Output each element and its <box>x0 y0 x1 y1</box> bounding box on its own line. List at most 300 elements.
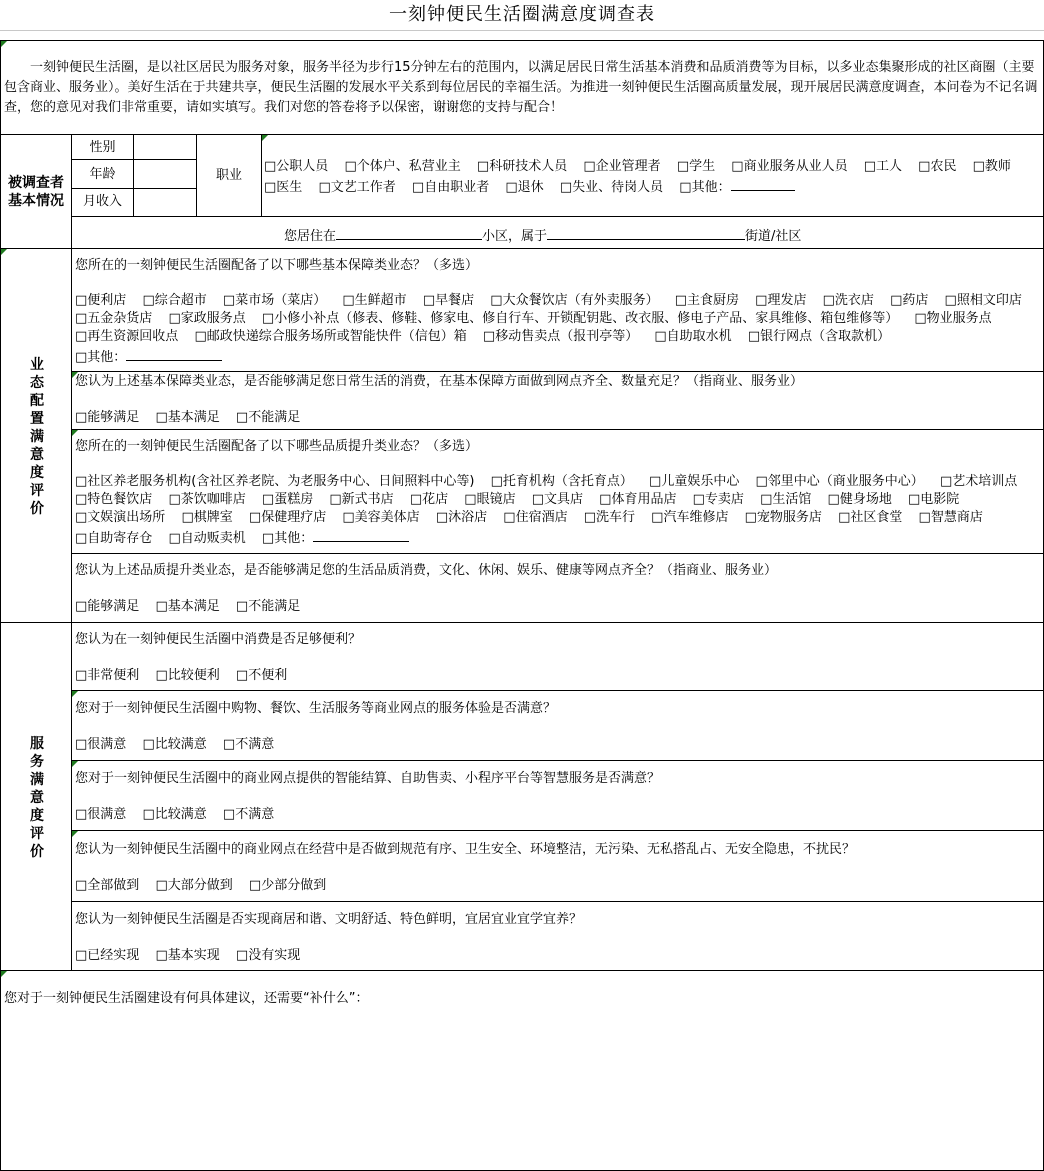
option-label: 自动贩卖机 <box>180 531 246 546</box>
checkbox-icon[interactable]: □ <box>972 159 985 174</box>
checkbox-icon[interactable]: □ <box>75 599 88 614</box>
checkbox-icon[interactable]: □ <box>264 159 277 174</box>
community-blank[interactable] <box>336 225 482 240</box>
checkbox-icon[interactable]: □ <box>692 492 705 507</box>
checkbox-icon[interactable]: □ <box>344 159 357 174</box>
s2-q4: 您认为一刻钟便民生活圈中的商业网点在经营中是否做到规范有序、卫生安全、环境整洁，无污染、无私搭乱占、无安全隐患，不扰民？ <box>75 842 856 857</box>
checkbox-icon[interactable]: □ <box>731 159 744 174</box>
checkbox-icon[interactable]: □ <box>155 599 168 614</box>
checkbox-option[interactable] <box>168 311 245 326</box>
checkbox-option[interactable] <box>236 948 300 963</box>
cell-comment-marker <box>72 430 78 436</box>
checkbox-option[interactable] <box>649 474 739 489</box>
checkbox-icon[interactable]: □ <box>747 329 761 344</box>
age-label: 年龄 <box>89 167 116 182</box>
cell-comment-marker <box>72 761 78 767</box>
s1-q4-options <box>75 598 312 616</box>
option-label: 住宿酒店 <box>515 510 568 525</box>
other-option[interactable] <box>679 180 794 195</box>
option-label: 比较满意 <box>154 737 207 752</box>
checkbox-option[interactable] <box>168 531 245 546</box>
checkbox-option[interactable] <box>477 159 567 174</box>
s2-q3-options <box>75 806 286 824</box>
checkbox-option[interactable] <box>236 599 300 614</box>
checkbox-icon[interactable]: □ <box>168 311 181 326</box>
checkbox-icon[interactable]: □ <box>222 807 236 822</box>
checkbox-option[interactable] <box>654 329 731 344</box>
checkbox-option[interactable] <box>423 293 474 308</box>
option-label: 花店 <box>422 492 449 507</box>
checkbox-icon[interactable]: □ <box>235 599 249 614</box>
option-label: 保健理疗店 <box>261 510 327 525</box>
option-label: 很满意 <box>87 737 127 752</box>
checkbox-option[interactable] <box>342 293 406 308</box>
occupation-options <box>264 158 1040 197</box>
option-label: 托育机构（含托育点） <box>502 474 633 489</box>
checkbox-option[interactable] <box>908 492 959 507</box>
checkbox-option[interactable] <box>838 510 902 525</box>
row-divider <box>71 901 1044 902</box>
s2-q2: 您对于一刻钟便民生活圈中购物、餐饮、生活服务等商业网点的服务体验是否满意？ <box>75 701 557 716</box>
residence-text-2: 小区，属于 <box>482 229 548 244</box>
checkbox-option[interactable] <box>142 807 206 822</box>
option-label: 退休 <box>517 180 544 195</box>
checkbox-option[interactable] <box>155 948 219 963</box>
checkbox-icon[interactable]: □ <box>505 180 518 195</box>
row-divider <box>0 134 1044 135</box>
option-label: 医生 <box>276 180 303 195</box>
checkbox-icon[interactable]: □ <box>490 474 503 489</box>
checkbox-icon[interactable]: □ <box>329 492 342 507</box>
checkbox-icon[interactable]: □ <box>649 474 662 489</box>
checkbox-option[interactable] <box>491 474 633 489</box>
checkbox-option[interactable] <box>483 329 638 344</box>
option-label: 汽车维修店 <box>663 510 729 525</box>
checkbox-icon[interactable]: □ <box>142 807 155 822</box>
checkbox-icon[interactable]: □ <box>482 329 496 344</box>
checkbox-option[interactable] <box>194 329 466 344</box>
option-label: 学生 <box>689 159 716 174</box>
checkbox-option[interactable] <box>748 329 890 344</box>
checkbox-icon[interactable]: □ <box>411 180 425 195</box>
checkbox-option[interactable] <box>599 492 676 507</box>
checkbox-icon[interactable]: □ <box>75 492 88 507</box>
checkbox-icon[interactable]: □ <box>342 510 355 525</box>
checkbox-icon[interactable]: □ <box>75 293 88 308</box>
checkbox-icon[interactable]: □ <box>168 492 181 507</box>
gender-label: 性别 <box>89 140 116 155</box>
s1-q3-options <box>75 473 1041 548</box>
option-label: 文具店 <box>544 492 584 507</box>
checkbox-option[interactable] <box>181 510 232 525</box>
checkbox-icon[interactable]: □ <box>235 948 249 963</box>
option-label: 洗衣店 <box>834 293 874 308</box>
s1-q2-options <box>75 409 312 427</box>
checkbox-option[interactable] <box>75 492 152 507</box>
option-label: 眼镜店 <box>476 492 516 507</box>
option-label: 菜市场（菜店） <box>235 293 327 308</box>
checkbox-icon[interactable]: □ <box>155 410 168 425</box>
checkbox-option[interactable] <box>464 492 515 507</box>
checkbox-option[interactable] <box>155 599 219 614</box>
option-label: 不能满足 <box>248 599 301 614</box>
option-label: 艺术培训点 <box>952 474 1018 489</box>
checkbox-option[interactable] <box>236 668 287 683</box>
checkbox-option[interactable] <box>919 510 983 525</box>
option-label: 专卖店 <box>704 492 744 507</box>
option-label: 社区食堂 <box>850 510 903 525</box>
checkbox-option[interactable] <box>75 878 139 893</box>
option-label: 教师 <box>984 159 1011 174</box>
checkbox-icon[interactable]: □ <box>235 410 249 425</box>
checkbox-option[interactable] <box>262 311 898 326</box>
checkbox-icon[interactable]: □ <box>755 293 768 308</box>
option-label: 照相文印店 <box>956 293 1022 308</box>
checkbox-icon[interactable]: □ <box>559 180 573 195</box>
checkbox-icon[interactable]: □ <box>261 531 275 546</box>
option-label: 失业、待岗人员 <box>572 180 664 195</box>
checkbox-icon[interactable]: □ <box>944 293 957 308</box>
option-label: 比较满意 <box>154 807 207 822</box>
checkbox-option[interactable] <box>329 492 393 507</box>
checkbox-icon[interactable]: □ <box>261 311 275 326</box>
checkbox-option[interactable] <box>505 180 543 195</box>
option-label: 智慧商店 <box>930 510 983 525</box>
col-divider <box>71 134 72 970</box>
checkbox-icon[interactable]: □ <box>75 807 88 822</box>
option-label: 基本满足 <box>167 599 220 614</box>
checkbox-icon[interactable]: □ <box>235 668 249 683</box>
checkbox-icon[interactable]: □ <box>599 492 612 507</box>
checkbox-option[interactable] <box>823 293 874 308</box>
other-option[interactable] <box>262 531 409 546</box>
checkbox-option[interactable] <box>318 180 395 195</box>
option-label: 大部分做到 <box>167 878 233 893</box>
checkbox-icon[interactable]: □ <box>918 510 931 525</box>
option-label: 药店 <box>902 293 929 308</box>
checkbox-icon[interactable]: □ <box>75 410 88 425</box>
checkbox-option[interactable] <box>745 510 822 525</box>
s1-q2: 您认为上述基本保障类业态，是否能够满足您日常生活的消费，在基本保障方面做到网点齐全、数量充足？（指商业、服务业） <box>75 374 804 389</box>
option-label: 邻里中心（商业服务中心） <box>767 474 924 489</box>
checkbox-icon[interactable]: □ <box>476 159 490 174</box>
checkbox-option[interactable] <box>75 531 152 546</box>
option-label: 很满意 <box>87 807 127 822</box>
option-label: 不满意 <box>235 737 275 752</box>
other-blank[interactable] <box>313 527 409 542</box>
checkbox-icon[interactable]: □ <box>914 311 927 326</box>
checkbox-option[interactable] <box>75 510 165 525</box>
checkbox-option[interactable] <box>223 807 274 822</box>
option-label: 洗车行 <box>596 510 636 525</box>
checkbox-icon[interactable]: □ <box>318 180 331 195</box>
checkbox-icon[interactable]: □ <box>744 510 757 525</box>
checkbox-icon[interactable]: □ <box>155 878 168 893</box>
option-label: 企业管理者 <box>595 159 661 174</box>
s1-q3: 您所在的一刻钟便民生活圈配备了以下哪些品质提升类业态？（多选） <box>75 439 479 454</box>
checkbox-icon[interactable]: □ <box>863 159 877 174</box>
option-label: 美容美体店 <box>354 510 420 525</box>
row-divider <box>71 216 1044 217</box>
checkbox-option[interactable] <box>890 293 928 308</box>
option-label: 基本实现 <box>167 948 220 963</box>
s1-q1: 您所在的一刻钟便民生活圈配备了以下哪些基本保障类业态？（多选） <box>75 258 479 273</box>
checkbox-icon[interactable]: □ <box>503 510 516 525</box>
option-label: 文艺工作者 <box>330 180 396 195</box>
checkbox-icon[interactable]: □ <box>490 293 503 308</box>
option-label: 自助取水机 <box>666 329 732 344</box>
checkbox-icon[interactable]: □ <box>342 293 355 308</box>
option-label: 电影院 <box>920 492 960 507</box>
checkbox-icon[interactable]: □ <box>75 531 88 546</box>
checkbox-option[interactable] <box>940 474 1017 489</box>
s2-q1: 您认为在一刻钟便民生活圈中消费是否足够便利？ <box>75 632 362 647</box>
checkbox-icon[interactable]: □ <box>822 293 835 308</box>
checkbox-icon[interactable]: □ <box>679 180 692 195</box>
checkbox-icon[interactable]: □ <box>75 510 88 525</box>
checkbox-option[interactable] <box>264 180 302 195</box>
checkbox-option[interactable] <box>75 474 474 489</box>
col-divider <box>133 134 134 216</box>
other-label: 其他： <box>274 531 314 546</box>
col-divider <box>261 134 262 216</box>
option-label: 物业服务点 <box>926 311 992 326</box>
section1-label <box>27 356 47 518</box>
option-label: 非常便利 <box>87 668 140 683</box>
option-label: 健身场地 <box>839 492 892 507</box>
checkbox-option[interactable] <box>828 492 892 507</box>
checkbox-icon[interactable]: □ <box>261 492 275 507</box>
checkbox-icon[interactable]: □ <box>168 531 181 546</box>
option-label: 家政服务点 <box>180 311 246 326</box>
checkbox-option[interactable] <box>945 293 1022 308</box>
checkbox-icon[interactable]: □ <box>583 510 597 525</box>
option-label: 全部做到 <box>87 878 140 893</box>
option-label: 自由职业者 <box>424 180 490 195</box>
option-label: 已经实现 <box>87 948 140 963</box>
cell-comment-marker <box>72 831 78 837</box>
checkbox-icon[interactable]: □ <box>142 737 155 752</box>
checkbox-icon[interactable]: □ <box>155 948 168 963</box>
option-label: 大众餐饮店（有外卖服务） <box>502 293 659 308</box>
checkbox-icon[interactable]: □ <box>838 510 851 525</box>
checkbox-option[interactable] <box>142 737 206 752</box>
option-label: 体育用品店 <box>611 492 677 507</box>
other-blank[interactable] <box>126 346 222 361</box>
checkbox-icon[interactable]: □ <box>75 948 88 963</box>
income-label: 月收入 <box>82 194 122 209</box>
checkbox-icon[interactable]: □ <box>75 329 88 344</box>
cell-comment-marker <box>1 41 7 47</box>
checkbox-option[interactable] <box>410 492 448 507</box>
checkbox-icon[interactable]: □ <box>248 510 262 525</box>
row-divider <box>0 622 1044 623</box>
option-label: 特色餐饮店 <box>87 492 153 507</box>
checkbox-option[interactable] <box>75 311 152 326</box>
checkbox-option[interactable] <box>155 668 219 683</box>
cell-comment-marker <box>262 135 268 141</box>
checkbox-option[interactable] <box>583 159 660 174</box>
s2-q1-options <box>75 667 299 685</box>
checkbox-icon[interactable]: □ <box>531 492 545 507</box>
checkbox-icon[interactable]: □ <box>264 180 277 195</box>
checkbox-option[interactable] <box>223 293 326 308</box>
other-label: 其他： <box>691 180 731 195</box>
residence-line <box>284 225 801 246</box>
checkbox-option[interactable] <box>532 492 583 507</box>
suggestion-answer-area[interactable] <box>4 1012 1038 1162</box>
checkbox-option[interactable] <box>262 492 313 507</box>
checkbox-option[interactable] <box>651 510 728 525</box>
checkbox-icon[interactable]: □ <box>194 329 207 344</box>
checkbox-option[interactable] <box>75 807 126 822</box>
checkbox-option[interactable] <box>249 510 326 525</box>
checkbox-option[interactable] <box>973 159 1011 174</box>
option-label: 自助寄存仓 <box>87 531 153 546</box>
checkbox-option[interactable] <box>142 293 206 308</box>
checkbox-option[interactable] <box>223 737 274 752</box>
option-label: 银行网点（含取款机） <box>760 329 891 344</box>
checkbox-icon[interactable]: □ <box>907 492 921 507</box>
option-label: 主食厨房 <box>687 293 740 308</box>
page-title: 一刻钟便民生活圈满意度调查表 <box>389 4 655 25</box>
s2-q5-options <box>75 947 312 965</box>
row-divider <box>71 760 1044 761</box>
checkbox-option[interactable] <box>75 948 139 963</box>
checkbox-option[interactable] <box>677 159 715 174</box>
checkbox-icon[interactable]: □ <box>75 668 88 683</box>
checkbox-option[interactable] <box>344 159 460 174</box>
option-label: 早餐店 <box>435 293 475 308</box>
checkbox-icon[interactable]: □ <box>142 293 155 308</box>
checkbox-icon[interactable]: □ <box>181 510 194 525</box>
checkbox-option[interactable] <box>560 180 663 195</box>
row-divider <box>71 830 1044 831</box>
checkbox-icon[interactable]: □ <box>75 474 88 489</box>
section1-label-text: 业态配置满意度评价 <box>30 357 44 517</box>
checkbox-icon[interactable]: □ <box>155 668 168 683</box>
checkbox-option[interactable] <box>264 159 328 174</box>
checkbox-option[interactable] <box>436 510 487 525</box>
option-label: 少部分做到 <box>261 878 327 893</box>
checkbox-option[interactable] <box>693 492 744 507</box>
checkbox-icon[interactable]: □ <box>654 329 667 344</box>
section2-label-text: 服务满意度评价 <box>30 736 44 860</box>
checkbox-option[interactable] <box>503 510 567 525</box>
checkbox-option[interactable] <box>75 293 126 308</box>
checkbox-icon[interactable]: □ <box>75 350 88 365</box>
option-label: 综合超市 <box>154 293 207 308</box>
other-label: 其他： <box>87 350 127 365</box>
option-label: 便利店 <box>87 293 127 308</box>
other-option[interactable] <box>75 350 222 365</box>
checkbox-icon[interactable]: □ <box>583 159 596 174</box>
option-label: 能够满足 <box>87 599 140 614</box>
residence-text-3: 街道/社区 <box>745 229 802 244</box>
checkbox-option[interactable] <box>918 159 956 174</box>
option-label: 科研技术人员 <box>489 159 568 174</box>
checkbox-option[interactable] <box>75 410 139 425</box>
checkbox-option[interactable] <box>75 737 126 752</box>
s2-q5: 您认为一刻钟便民生活圈是否实现商居和谐、文明舒适、特色鲜明，宜居宜业宜学宜养？ <box>75 912 583 927</box>
checkbox-option[interactable] <box>914 311 991 326</box>
checkbox-icon[interactable]: □ <box>248 878 262 893</box>
s2-q4-options <box>75 877 338 895</box>
checkbox-icon[interactable]: □ <box>939 474 953 489</box>
option-label: 公职人员 <box>276 159 329 174</box>
cell-comment-marker <box>1 971 7 977</box>
checkbox-option[interactable] <box>75 668 139 683</box>
checkbox-option[interactable] <box>412 180 489 195</box>
option-label: 不能满足 <box>248 410 301 425</box>
section2-label <box>27 735 47 861</box>
checkbox-option[interactable] <box>342 510 419 525</box>
row-divider <box>0 248 1044 249</box>
cell-comment-marker <box>1 249 7 255</box>
checkbox-option[interactable] <box>760 492 811 507</box>
checkbox-option[interactable] <box>731 159 847 174</box>
option-label: 儿童娱乐中心 <box>661 474 740 489</box>
checkbox-icon[interactable]: □ <box>75 878 88 893</box>
checkbox-icon[interactable]: □ <box>651 510 664 525</box>
checkbox-option[interactable] <box>584 510 635 525</box>
option-label: 五金杂货店 <box>87 311 153 326</box>
residence-text-1: 您居住在 <box>284 229 337 244</box>
checkbox-option[interactable] <box>249 878 326 893</box>
checkbox-icon[interactable]: □ <box>222 737 236 752</box>
checkbox-icon[interactable]: □ <box>676 159 690 174</box>
checkbox-option[interactable] <box>755 293 806 308</box>
checkbox-option[interactable] <box>864 159 902 174</box>
checkbox-icon[interactable]: □ <box>890 293 903 308</box>
checkbox-icon[interactable]: □ <box>222 293 236 308</box>
option-label: 社区养老服务机构(含社区养老院、为老服务中心、日间照料中心等) <box>87 474 475 489</box>
option-label: 工人 <box>876 159 903 174</box>
checkbox-icon[interactable]: □ <box>755 474 768 489</box>
option-label: 没有实现 <box>248 948 301 963</box>
option-label: 生活馆 <box>772 492 812 507</box>
checkbox-option[interactable] <box>75 329 178 344</box>
checkbox-option[interactable] <box>168 492 245 507</box>
checkbox-icon[interactable]: □ <box>422 293 436 308</box>
checkbox-option[interactable] <box>490 293 658 308</box>
option-label: 个体户、私营业主 <box>356 159 461 174</box>
option-label: 不满意 <box>235 807 275 822</box>
checkbox-icon[interactable]: □ <box>918 159 931 174</box>
row-divider <box>71 553 1044 554</box>
checkbox-option[interactable] <box>75 599 139 614</box>
option-label: 移动售卖点（报刊亭等） <box>495 329 639 344</box>
title-divider <box>0 30 1044 31</box>
checkbox-icon[interactable]: □ <box>760 492 773 507</box>
checkbox-icon[interactable]: □ <box>409 492 423 507</box>
other-blank[interactable] <box>731 176 795 191</box>
checkbox-option[interactable] <box>155 878 232 893</box>
checkbox-option[interactable] <box>756 474 924 489</box>
checkbox-option[interactable] <box>236 410 300 425</box>
checkbox-icon[interactable]: □ <box>75 311 88 326</box>
checkbox-option[interactable] <box>155 410 219 425</box>
checkbox-icon[interactable]: □ <box>827 492 840 507</box>
checkbox-icon[interactable]: □ <box>464 492 477 507</box>
option-label: 新式书店 <box>341 492 394 507</box>
street-blank[interactable] <box>547 225 745 240</box>
checkbox-icon[interactable]: □ <box>435 510 449 525</box>
option-label: 蛋糕房 <box>274 492 314 507</box>
checkbox-icon[interactable]: □ <box>674 293 688 308</box>
checkbox-icon[interactable]: □ <box>75 737 88 752</box>
checkbox-option[interactable] <box>675 293 739 308</box>
